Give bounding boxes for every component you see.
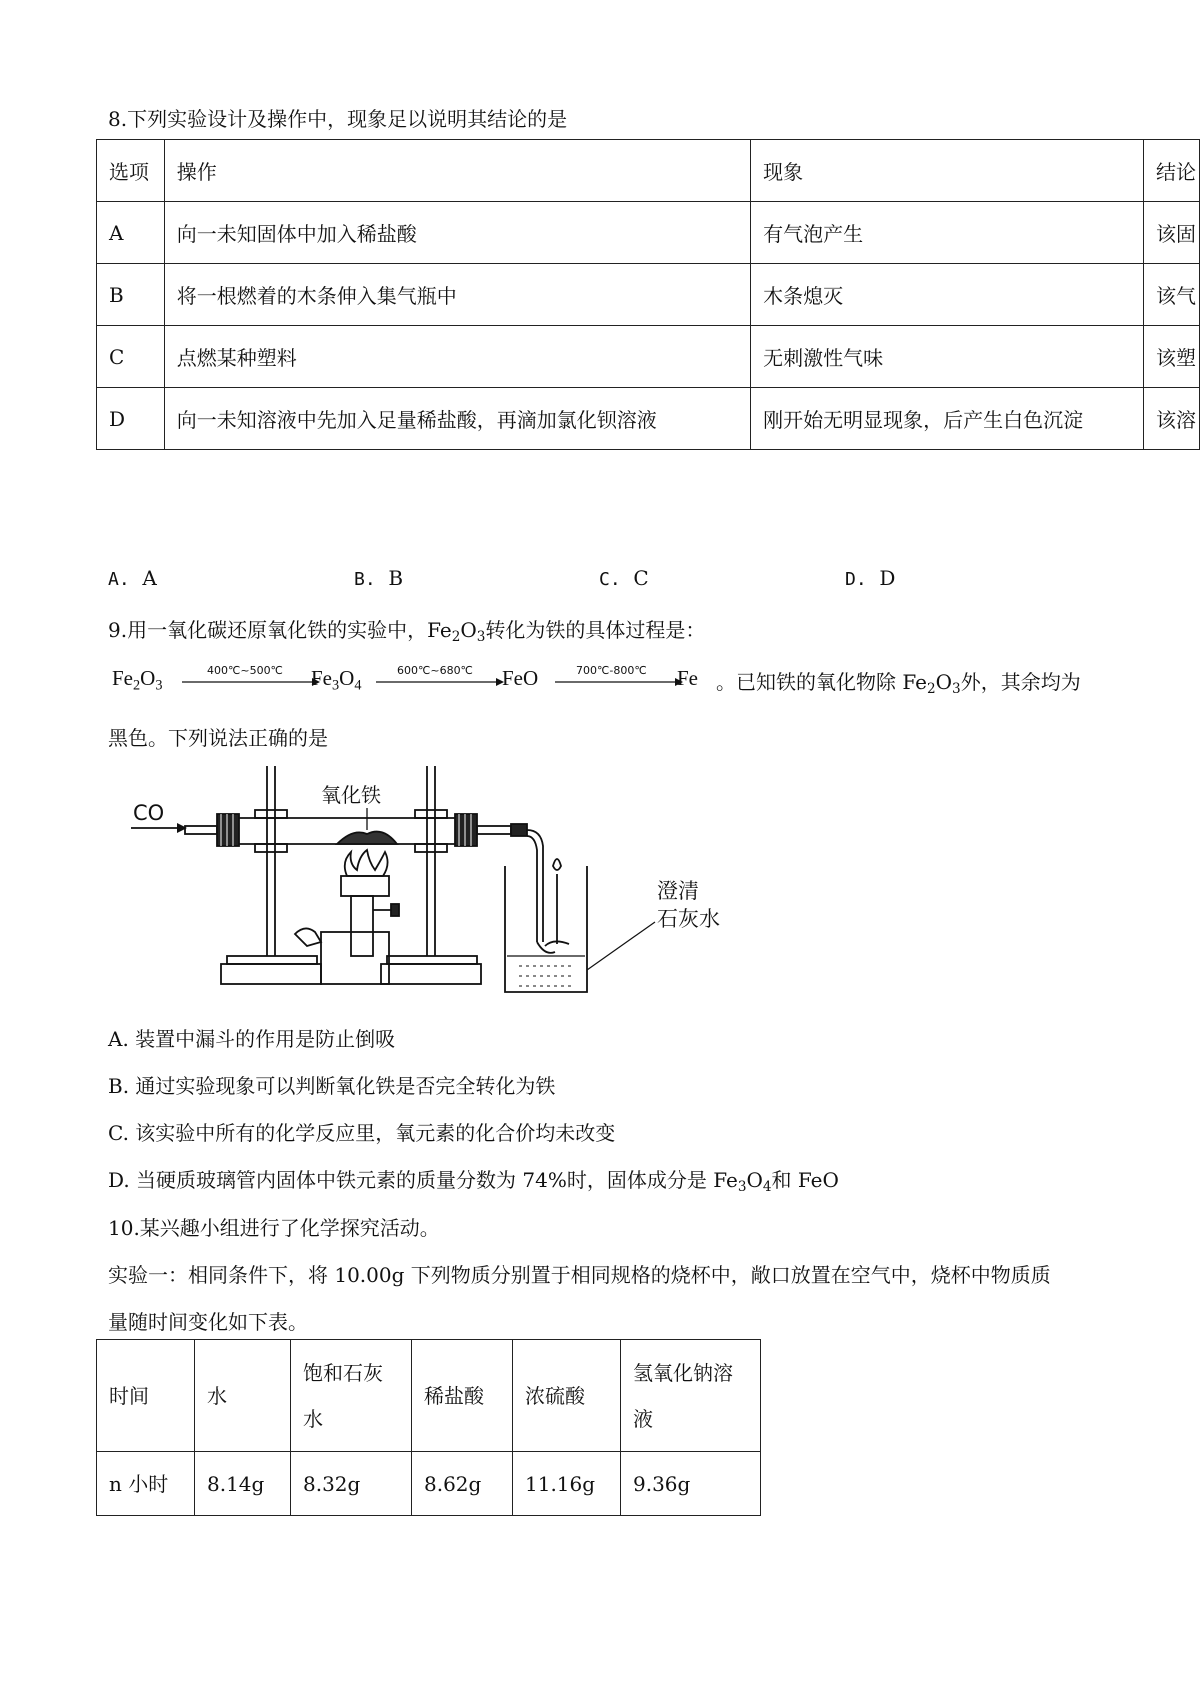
reaction-chain bbox=[112, 666, 163, 694]
table-cell: 点燃某种塑料 bbox=[164, 326, 750, 388]
q9-stem-text-2: 转化为铁的具体过程是： bbox=[485, 618, 706, 642]
table-cell: C bbox=[97, 326, 165, 388]
species-fe: Fe bbox=[677, 666, 698, 690]
table-cell: 向一未知固体中加入稀盐酸 bbox=[164, 202, 750, 264]
table-cell: D bbox=[97, 388, 165, 450]
table-row bbox=[97, 202, 1200, 264]
choice-text: B bbox=[388, 566, 404, 590]
choice-d[interactable] bbox=[845, 566, 895, 590]
choice-a[interactable] bbox=[108, 566, 157, 590]
table-cell: 8.14g bbox=[195, 1452, 291, 1516]
choice-letter: A. bbox=[108, 569, 130, 590]
q9-stem: 9.用一氧化碳还原氧化铁的实验中，$Fe_2O_3$转化为铁的具体过程是： bbox=[108, 618, 706, 646]
limewater-label-2: 石灰水 bbox=[657, 907, 720, 931]
table-cell: 刚开始无明显现象，后产生白色沉淀 bbox=[751, 388, 1144, 450]
q8-stem: 8.下列实验设计及操作中，现象足以说明其结论的是 bbox=[108, 107, 568, 131]
table-cell: 无刺激性气味 bbox=[751, 326, 1144, 388]
table-cell: B bbox=[97, 264, 165, 326]
choice-text: C bbox=[633, 566, 649, 590]
table-cell: 该溶 bbox=[1144, 388, 1200, 450]
species-fe2o3: $Fe_2O_3$ bbox=[112, 666, 163, 694]
table-cell: n 小时 bbox=[97, 1452, 195, 1516]
table-cell: 该塑 bbox=[1144, 326, 1200, 388]
species-fe3o4: $Fe_3O_4$ bbox=[311, 666, 362, 694]
table-cell: 向一未知溶液中先加入足量稀盐酸，再滴加氯化钡溶液 bbox=[164, 388, 750, 450]
q10-exp1-line2: 量随时间变化如下表。 bbox=[108, 1310, 308, 1334]
table-row bbox=[97, 1452, 761, 1516]
q9-option-d[interactable]: D. 当硬质玻璃管内固体中铁元素的质量分数为 74%时，固体成分是 $Fe_3O_4$和 FeO bbox=[108, 1168, 839, 1196]
limewater-label-1: 澄清 bbox=[657, 879, 699, 903]
q9-reaction-note: 。已知铁的氧化物除 $Fe_2O_3$外，其余均为 bbox=[716, 670, 1081, 698]
table-header-row bbox=[97, 1340, 761, 1452]
header-cell: 浓硫酸 bbox=[513, 1340, 621, 1452]
table-cell: 将一根燃着的木条伸入集气瓶中 bbox=[164, 264, 750, 326]
q10-table bbox=[96, 1339, 761, 1516]
choice-letter: B. bbox=[354, 569, 376, 590]
table-cell: 11.16g bbox=[513, 1452, 621, 1516]
table-cell: 有气泡产生 bbox=[751, 202, 1144, 264]
header-cell: 水 bbox=[195, 1340, 291, 1452]
q9-option-a[interactable]: A. 装置中漏斗的作用是防止倒吸 bbox=[108, 1027, 396, 1051]
table-cell: A bbox=[97, 202, 165, 264]
q9-option-b[interactable]: B. 通过实验现象可以判断氧化铁是否完全转化为铁 bbox=[108, 1074, 556, 1098]
choice-b[interactable] bbox=[354, 566, 403, 590]
q9-option-d-text: D. 当硬质玻璃管内固体中铁元素的质量分数为 74%时，固体成分是 Fe bbox=[108, 1168, 738, 1192]
choice-text: D bbox=[879, 566, 896, 590]
table-cell: 该固 bbox=[1144, 202, 1200, 264]
q10-exp1-line1: 实验一：相同条件下，将 10.00g 下列物质分别置于相同规格的烧杯中，敞口放置在空气中，烧杯中物质质 bbox=[108, 1263, 1051, 1287]
q9-stem-text: 9.用一氧化碳还原氧化铁的实验中，Fe bbox=[108, 618, 452, 642]
table-row bbox=[97, 326, 1200, 388]
table-header-row bbox=[97, 140, 1200, 202]
table-cell: 木条熄灭 bbox=[751, 264, 1144, 326]
choice-c[interactable] bbox=[599, 566, 649, 590]
choice-letter: D. bbox=[845, 569, 867, 590]
table-cell: 该气 bbox=[1144, 264, 1200, 326]
q9-stem-line2: 黑色。下列说法正确的是 bbox=[108, 726, 328, 750]
q10-stem: 10.某兴趣小组进行了化学探究活动。 bbox=[108, 1216, 440, 1240]
header-cell: 饱和石灰 水 bbox=[291, 1340, 412, 1452]
header-cell: 选项 bbox=[97, 140, 165, 202]
header-cell: 时间 bbox=[97, 1340, 195, 1452]
header-cell: 操作 bbox=[164, 140, 750, 202]
co-label: CO bbox=[133, 801, 165, 825]
choice-letter: C. bbox=[599, 569, 621, 590]
choice-text: A bbox=[142, 566, 157, 590]
table-cell: 9.36g bbox=[621, 1452, 761, 1516]
header-cell: 稀盐酸 bbox=[412, 1340, 513, 1452]
reaction-condition-1: 400℃~500℃ bbox=[207, 664, 283, 677]
header-cell: 现象 bbox=[751, 140, 1144, 202]
reaction-condition-2: 600℃~680℃ bbox=[397, 664, 473, 677]
table-row bbox=[97, 264, 1200, 326]
q9-option-c[interactable]: C. 该实验中所有的化学反应里，氧元素的化合价均未改变 bbox=[108, 1121, 616, 1145]
header-cell: 结论 bbox=[1144, 140, 1200, 202]
species-feo: FeO bbox=[502, 666, 539, 690]
header-cell: 氢氧化钠溶 液 bbox=[621, 1340, 761, 1452]
table-cell: 8.32g bbox=[291, 1452, 412, 1516]
table-row bbox=[97, 388, 1200, 450]
reaction-condition-3: 700℃-800℃ bbox=[576, 664, 647, 677]
apparatus-figure bbox=[125, 766, 745, 998]
iron-oxide-label: 氧化铁 bbox=[321, 783, 381, 807]
q8-table bbox=[96, 139, 1200, 450]
q9-option-d-text-2: 和 FeO bbox=[771, 1168, 839, 1192]
table-cell: 8.62g bbox=[412, 1452, 513, 1516]
